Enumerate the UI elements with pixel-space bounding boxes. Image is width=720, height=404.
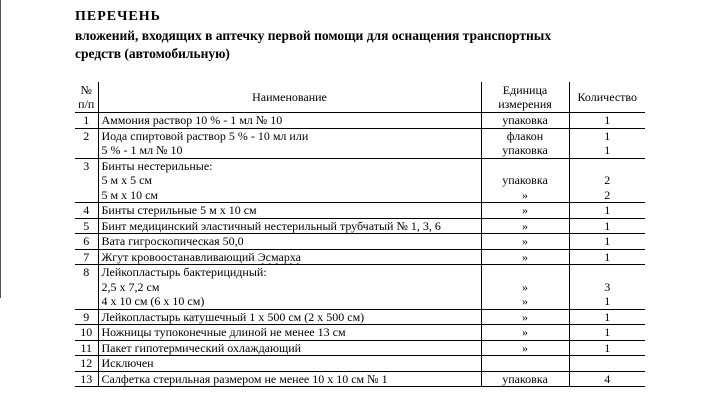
cell-item-number: 6 [75,234,98,250]
cell-item-quantity: 4 [569,371,645,387]
cell-item-quantity: 1 [569,143,645,158]
cell-item-number: 11 [75,340,98,356]
scan-edge-artifact [0,0,1,298]
cell-item-quantity: 1 [569,249,645,265]
cell-item-quantity: 1 [569,309,645,325]
cell-item-number: 13 [75,371,98,387]
cell-item-name: 2,5 х 7,2 см [98,280,481,295]
cell-item-name: Пакет гипотермический охлаждающий [98,340,481,356]
table-row [75,188,645,203]
col-header-quantity: Количество [569,82,645,113]
cell-item-unit: » [481,340,569,356]
cell-item-name: Исключен [98,356,481,372]
cell-item-unit [481,158,569,173]
cell-item-name: Бинт медицинский эластичный нестерильный трубчатый № 1, 3, 6 [98,218,481,234]
cell-item-name: Ножницы тупоконечные длиной не менее 13 см [98,325,481,341]
table-row [75,265,645,280]
doc-subtitle-line-2: средств (автомобильную) [75,46,230,61]
table-row [75,249,645,265]
cell-item-quantity: 1 [569,113,645,129]
cell-item-unit: » [481,309,569,325]
cell-item-quantity: 2 [569,173,645,188]
table-row [75,203,645,219]
cell-item-quantity: 1 [569,234,645,250]
col-header-number: № п/п [75,82,98,113]
cell-item-unit: » [481,249,569,265]
cell-item-number: 3 [75,158,98,203]
cell-item-number: 1 [75,113,98,129]
cell-item-unit: упаковка [481,143,569,158]
cell-item-unit: » [481,234,569,250]
cell-item-number: 10 [75,325,98,341]
table-row [75,158,645,173]
table-row [75,128,645,143]
table-row [75,325,645,341]
cell-item-unit: » [481,218,569,234]
table-row [75,218,645,234]
table-row [75,294,645,309]
cell-item-quantity [569,356,645,372]
cell-item-number: 4 [75,203,98,219]
cell-item-unit: » [481,325,569,341]
cell-item-name: 5 % - 1 мл № 10 [98,143,481,158]
cell-item-unit: » [481,280,569,295]
table-body [75,113,645,387]
cell-item-quantity: 3 [569,280,645,295]
first-aid-contents-table [75,82,645,387]
col-header-name: Наименование [98,82,481,113]
cell-item-quantity: 1 [569,325,645,341]
table-row [75,309,645,325]
cell-item-name: Лейкопластырь катушечный 1 х 500 см (2 х 500 см) [98,309,481,325]
cell-item-unit: флакон [481,128,569,143]
cell-item-unit: упаковка [481,173,569,188]
table-header-row [75,82,645,113]
cell-item-quantity [569,265,645,280]
cell-item-name: Лейкопластырь бактерицидный: [98,265,481,280]
cell-item-name: Салфетка стерильная размером не менее 10 х 10 см № 1 [98,371,481,387]
cell-item-number: 2 [75,128,98,158]
cell-item-quantity: 1 [569,128,645,143]
cell-item-number: 12 [75,356,98,372]
cell-item-unit: » [481,294,569,309]
cell-item-quantity: 1 [569,218,645,234]
table-row [75,113,645,129]
cell-item-name: Жгут кровоостанавливающий Эсмарха [98,249,481,265]
table-row [75,173,645,188]
cell-item-quantity: 1 [569,294,645,309]
cell-item-number: 7 [75,249,98,265]
cell-item-unit: упаковка [481,113,569,129]
table-row [75,371,645,387]
table-row [75,280,645,295]
cell-item-quantity: 1 [569,340,645,356]
table-row [75,340,645,356]
cell-item-quantity: 1 [569,203,645,219]
cell-item-number: 5 [75,218,98,234]
cell-item-name: Аммония раствор 10 % - 1 мл № 10 [98,113,481,129]
cell-item-unit: » [481,203,569,219]
cell-item-unit [481,265,569,280]
cell-item-number: 9 [75,309,98,325]
doc-subtitle [75,27,551,63]
cell-item-name: 5 м х 10 см [98,188,481,203]
cell-item-name: Вата гигроскопическая 50,0 [98,234,481,250]
cell-item-quantity: 2 [569,188,645,203]
doc-subtitle-line-1: вложений, входящих в аптечку первой помощи для оснащения транспортных [75,28,552,43]
cell-item-name: Бинты нестерильные: [98,158,481,173]
cell-item-number: 8 [75,265,98,310]
cell-item-unit [481,356,569,372]
table-row [75,356,645,372]
misspelled-word: Эсмарха [257,249,301,264]
doc-title: ПЕРЕЧЕНЬ [75,9,161,24]
cell-item-name: Бинты стерильные 5 м х 10 см [98,203,481,219]
table-row [75,234,645,250]
cell-item-unit: » [481,188,569,203]
col-header-unit: Единица измерения [481,82,569,113]
cell-item-unit: упаковка [481,371,569,387]
cell-item-name: 4 х 10 см (6 х 10 см) [98,294,481,309]
cell-item-quantity [569,158,645,173]
table-row [75,143,645,158]
cell-item-name: Иода спиртовой раствор 5 % - 10 мл или [98,128,481,143]
cell-item-name: 5 м х 5 см [98,173,481,188]
